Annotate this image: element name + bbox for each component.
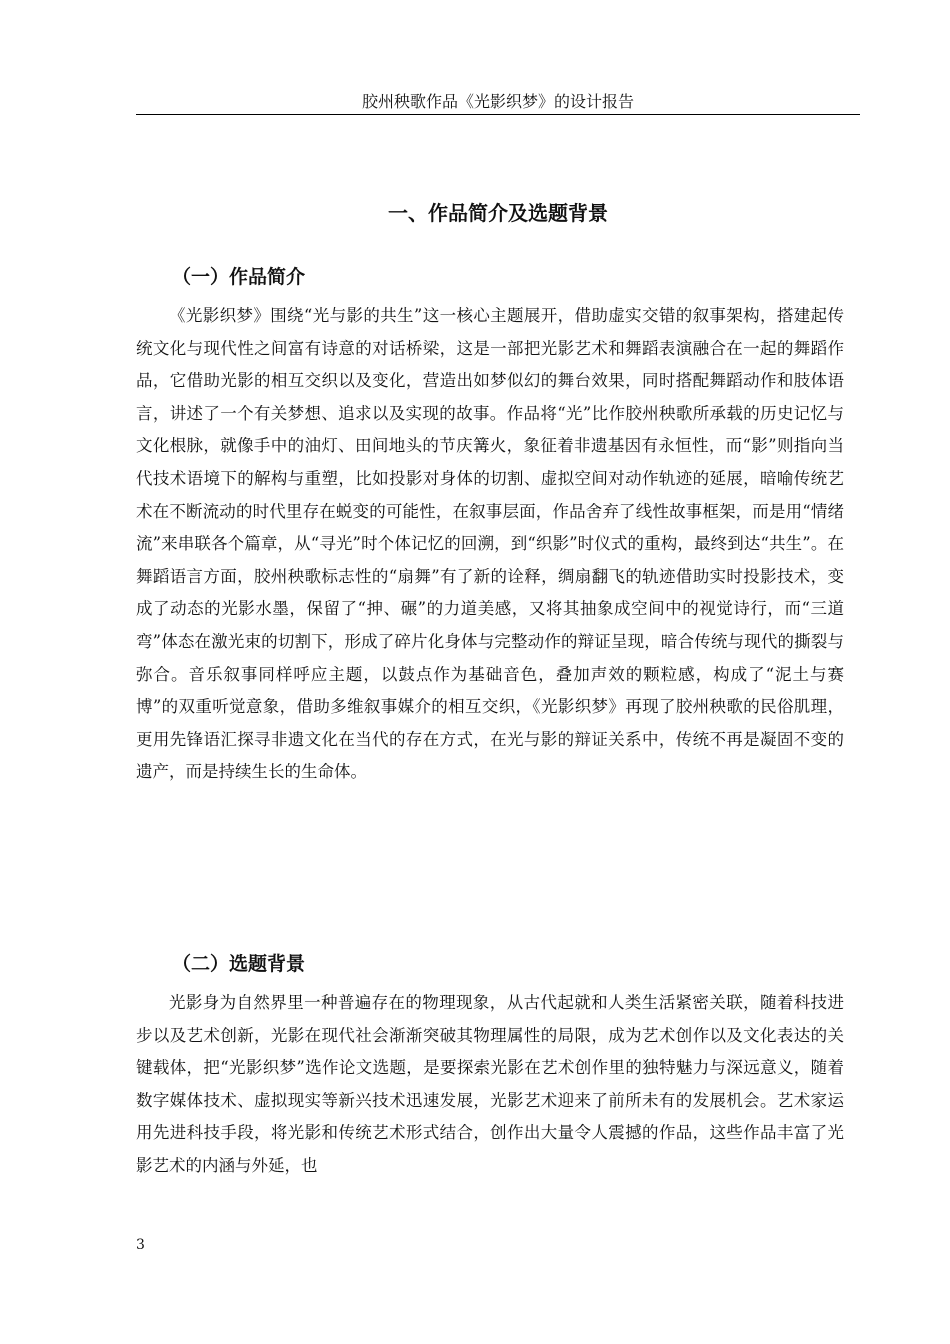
page-number: 3 [136,1237,145,1253]
paragraph-intro: 《光影织梦》围绕“光与影的共生”这一核心主题展开，借助虚实交错的叙事架构，搭建起传统文化与现代性之间富有诗意的对话桥梁，这是一部把光影艺术和舞蹈表演融合在一起的舞蹈作品，它借助光影的相互交织以及变化，营造出如梦似幻的舞台效果，同时搭配舞蹈动作和肢体语言，讲述了一个有关梦想、追求以及实现的故事。作品将“光”比作胶州秧歌所承载的历史记忆与文化根脉，就像手中的油灯、田间地头的节庆篝火，象征着非遗基因有永恒性，而“影”则指向当代技术语境下的解构与重塑，比如投影对身体的切割、虚拟空间对动作轨迹的延展，暗喻传统艺术在不断流动的时代里存在蜕变的可能性，在叙事层面，作品舍弃了线性故事框架，而是用“情绪流”来串联各个篇章，从“寻光”时个体记忆的回溯，到“织影”时仪式的重构，最终到达“共生”。在舞蹈语言方面，胶州秧歌标志性的“扇舞”有了新的诠释，绸扇翻飞的轨迹借助实时投影技术，变成了动态的光影水墨，保留了“抻、碾”的力道美感，又将其抽象成空间中的视觉诗行，而“三道弯”体态在激光束的切割下，形成了碎片化身体与完整动作的辩证呈现，暗合传统与现代的撕裂与弥合。音乐叙事同样呼应主题，以鼓点作为基础音色，叠加声效的颗粒感，构成了“泥土与赛博”的双重听觉意象，借助多维叙事媒介的相互交织，《光影织梦》再现了胶州秧歌的民俗肌理，更用先锋语汇探寻非遗文化在当代的存在方式，在光与影的辩证关系中，传统不再是凝固不变的遗产，而是持续生长的生命体。 [136,306,844,782]
running-header: 胶州秧歌作品《光影织梦》的设计报告 [136,90,860,115]
subsection-heading-intro: （一）作品简介 [172,266,306,288]
subsection-heading-background: （二）选题背景 [172,953,306,975]
section-title: 一、作品简介及选题背景 [388,201,608,225]
paragraph-background: 光影身为自然界里一种普遍存在的物理现象，从古代起就和人类生活紧密关联，随着科技进步以及艺术创新，光影在现代社会渐渐突破其物理属性的局限，成为艺术创作以及文化表达的关键载体，把“光影织梦”选作论文选题，是要探索光影在艺术创作里的独特魅力与深远意义，随着数字媒体技术、虚拟现实等新兴技术迅速发展，光影艺术迎来了前所未有的发展机会。艺术家运用先进科技手段，将光影和传统艺术形式结合，创作出大量令人震撼的作品，这些作品丰富了光影艺术的内涵与外延，也 [136,993,844,1175]
